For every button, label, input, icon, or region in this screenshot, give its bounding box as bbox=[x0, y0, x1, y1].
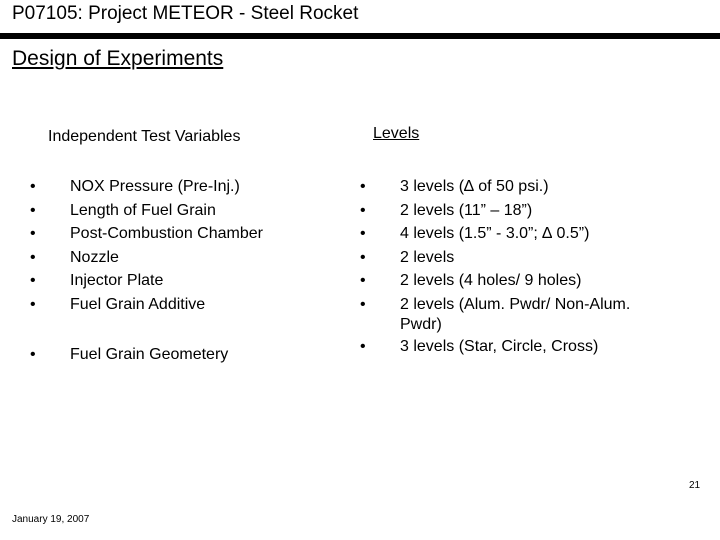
bullet: • bbox=[360, 295, 366, 313]
item-text: 2 levels (11” – 18”) bbox=[400, 201, 533, 219]
item-text: 4 levels (1.5” - 3.0”; ∆ 0.5”) bbox=[400, 225, 590, 243]
bullet: • bbox=[30, 248, 36, 266]
item-text: 2 levels bbox=[400, 248, 455, 266]
bullet: • bbox=[360, 248, 366, 266]
item-text: NOX Pressure (Pre-Inj.) bbox=[70, 178, 240, 195]
list-item bbox=[360, 199, 630, 223]
list-item bbox=[360, 293, 630, 335]
item-text: Nozzle bbox=[70, 248, 119, 266]
list-item bbox=[360, 246, 630, 270]
bullet: • bbox=[360, 201, 366, 219]
bullet: • bbox=[30, 201, 36, 219]
list-item bbox=[30, 199, 263, 223]
variables-header: Independent Test Variables bbox=[48, 128, 241, 145]
list-item bbox=[30, 269, 263, 293]
bullet: • bbox=[30, 178, 36, 195]
list-item bbox=[30, 246, 263, 270]
bullet: • bbox=[30, 225, 36, 243]
bullet: • bbox=[30, 295, 36, 313]
section-heading: Design of Experiments bbox=[12, 47, 224, 70]
bullet: • bbox=[30, 272, 36, 290]
item-text: 3 levels (∆ of 50 psi.) bbox=[400, 178, 549, 195]
bullet: • bbox=[360, 178, 366, 195]
footer-date: January 19, 2007 bbox=[12, 514, 90, 525]
levels-list bbox=[360, 175, 630, 359]
list-item bbox=[30, 222, 263, 246]
bullet: • bbox=[360, 272, 366, 290]
item-text: 3 levels (Star, Circle, Cross) bbox=[400, 337, 599, 355]
list-item bbox=[30, 343, 263, 367]
list-item bbox=[30, 293, 263, 317]
item-text-continued: Pwdr) bbox=[400, 315, 442, 333]
slide-title: P07105: Project METEOR - Steel Rocket bbox=[12, 3, 359, 24]
list-item bbox=[30, 175, 263, 199]
title-divider bbox=[0, 33, 720, 39]
page-number: 21 bbox=[689, 480, 701, 491]
bullet: • bbox=[360, 225, 366, 243]
item-text: Post-Combustion Chamber bbox=[70, 225, 263, 243]
item-text: Length of Fuel Grain bbox=[70, 201, 216, 219]
item-text: 2 levels (4 holes/ 9 holes) bbox=[400, 272, 582, 290]
bullet: • bbox=[360, 337, 366, 355]
levels-header: Levels bbox=[373, 125, 420, 142]
variables-list bbox=[30, 175, 263, 366]
item-text: Fuel Grain Additive bbox=[70, 295, 206, 313]
item-text: Fuel Grain Geometery bbox=[70, 345, 229, 363]
list-item bbox=[360, 175, 630, 199]
item-text: 2 levels (Alum. Pwdr/ Non-Alum. bbox=[400, 295, 631, 313]
list-item bbox=[360, 269, 630, 293]
bullet: • bbox=[30, 345, 36, 363]
list-item bbox=[360, 335, 630, 359]
list-item bbox=[360, 222, 630, 246]
item-text: Injector Plate bbox=[70, 272, 164, 290]
